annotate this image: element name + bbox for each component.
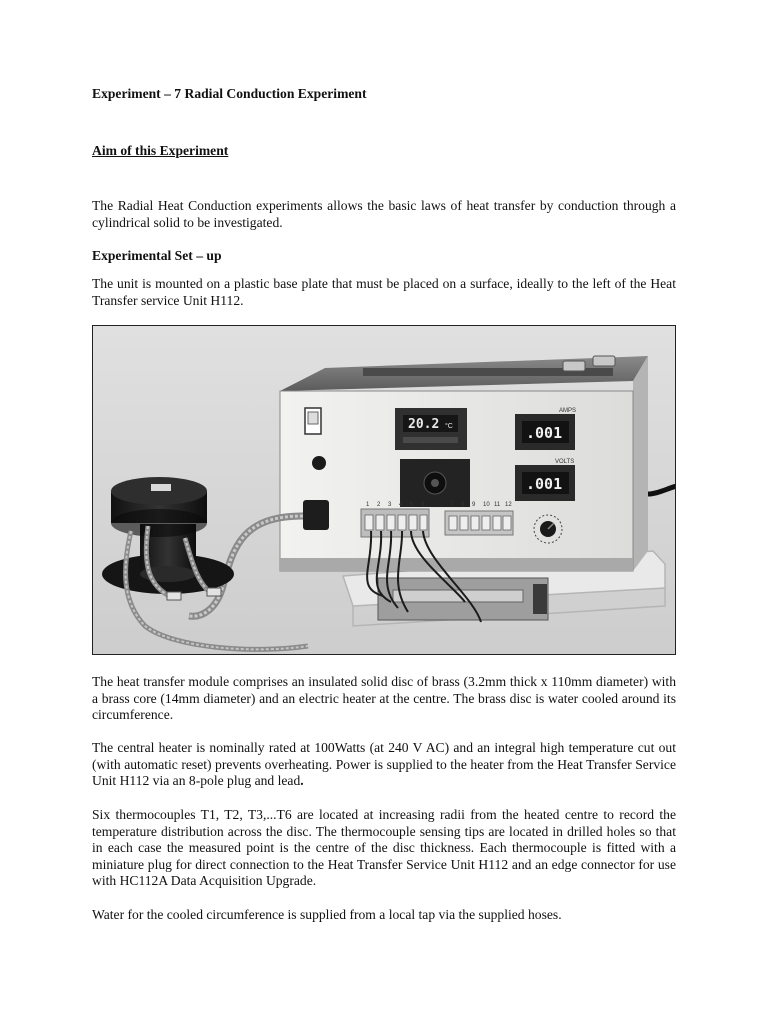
terminal-number: 11 <box>494 502 501 508</box>
aim-heading: Aim of this Experiment <box>92 143 229 158</box>
terminal-number: 9 <box>472 502 476 508</box>
intro-paragraph: The Radial Heat Conduction experiments allows the basic laws of heat transfer by conduction through a cylindrical solid to be investigated. <box>92 198 676 230</box>
setup-heading: Experimental Set – up <box>92 248 222 263</box>
terminal-number: 6 <box>421 502 425 508</box>
temperature-unit: °C <box>445 423 453 430</box>
terminal-number: 1 <box>366 502 370 508</box>
terminal-number: 4 <box>399 502 403 508</box>
water-paragraph: Water for the cooled circumference is supplied from a local tap via the supplied hoses. <box>92 907 562 922</box>
temperature-readout: 20.2 <box>408 417 440 432</box>
experiment-title: Experiment – 7 Radial Conduction Experiment <box>92 86 367 101</box>
heater-paragraph-text: The central heater is nominally rated at 100Watts (at 240 V AC) and an integral high temperature cut out (with automatic reset) prevents overheating. Power is supplied to the heater from the Heat Transfer Service Unit H112 via an 8-pole plug and lead <box>92 740 676 789</box>
terminal-number: 8 <box>461 502 465 508</box>
volts-readout: .001 <box>526 475 563 493</box>
apparatus-photo <box>92 325 676 655</box>
volts-label: VOLTS <box>555 459 575 465</box>
thermocouple-paragraph: Six thermocouples T1, T2, T3,...T6 are located at increasing radii from the heated centre to record the temperature distribution across the disc. The thermocouple sensing tips are located in drilled holes so that in each case the measured point is the centre of the disc thickness. Each thermocouple is fitted with a miniature plug for direct connection to the Heat Transfer Service Unit H112 and an edge connector for use with HC112A Data Acquisition Upgrade. <box>92 807 676 889</box>
terminal-number: 3 <box>388 502 392 508</box>
module-paragraph: The heat transfer module comprises an insulated solid disc of brass (3.2mm thick x 110mm diameter) with a brass core (14mm diameter) and an electric heater at the centre. The brass disc is water cooled around its circumference. <box>92 674 676 723</box>
heater-paragraph <box>92 740 676 790</box>
terminal-number: 10 <box>483 502 490 508</box>
amps-readout: .001 <box>526 424 563 442</box>
terminal-number: 2 <box>377 502 381 508</box>
terminal-number: 7 <box>450 502 454 508</box>
mounting-paragraph: The unit is mounted on a plastic base plate that must be placed on a surface, ideally to the left of the Heat Transfer service Unit H112. <box>92 276 676 308</box>
heater-paragraph-end: . <box>300 773 304 789</box>
terminal-number: 12 <box>505 502 512 508</box>
amps-label: AMPS <box>559 408 577 414</box>
terminal-number: 5 <box>410 502 414 508</box>
